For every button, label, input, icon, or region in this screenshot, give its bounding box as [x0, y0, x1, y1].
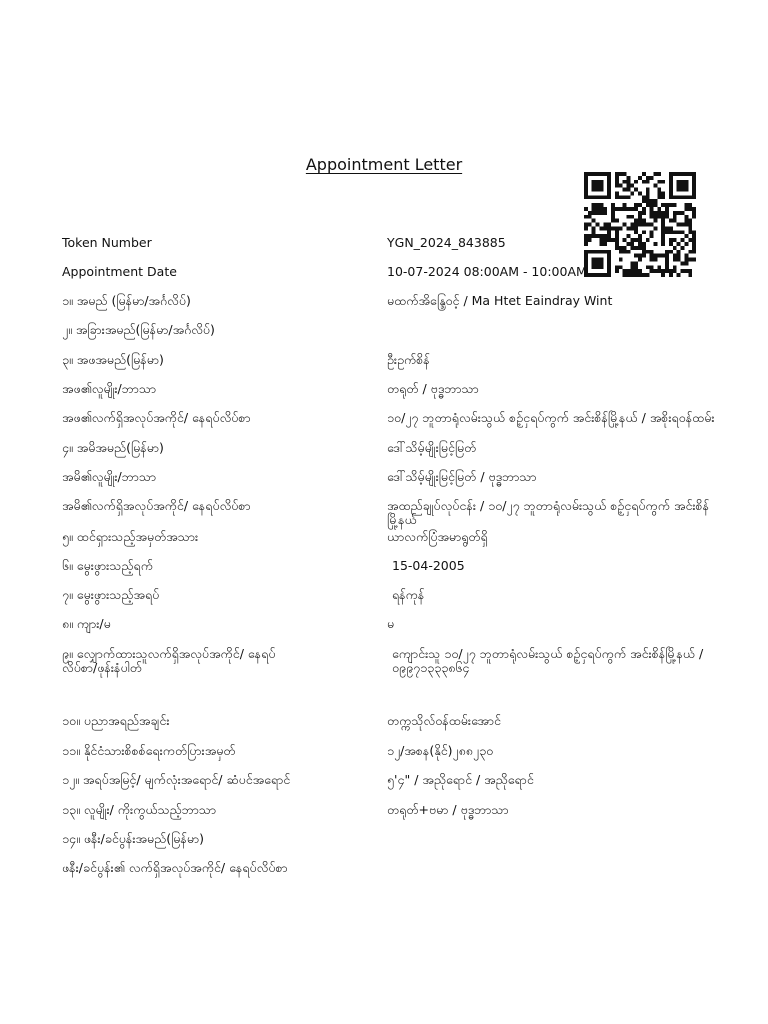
field-label: ၁၀။ ပညာအရည်အချင်း — [62, 713, 170, 728]
field-value: ရန်ကုန် — [392, 587, 425, 602]
field-value: တရုတ်+ဗမာ / ဗုဒ္ဓဘာသာ — [387, 802, 509, 817]
field-value: ယာလက်ပြံအမာရွတ်ရှိ — [387, 529, 488, 544]
field-value: ဒေါ်သိမ့်မျိုးမြင့်မြတ် / ဗုဒ္ဓဘာသာ — [387, 469, 537, 484]
field-value: မထက်အိန္ဒြေဝင့် / Ma Htet Eaindray Wint — [387, 293, 613, 308]
field-value: ၅'၄" / အညိုရောင် / အညိုရောင် — [387, 772, 534, 787]
qr-code-icon — [584, 172, 696, 277]
field-label: ၂။ အခြားအမည်(မြန်မာ/အင်္ဂလိပ်) — [62, 322, 215, 337]
field-label: ၁။ အမည် (မြန်မာ/အင်္ဂလိပ်) — [62, 293, 191, 308]
field-label: ၇။ မွေးဖွားသည့်အရပ် — [62, 587, 160, 602]
field-value: တက္ကသိုလ်ဝန်ထမ်းအောင် — [387, 713, 501, 728]
field-label: အဖ၏လူမျိုး/ဘာသာ — [62, 381, 157, 396]
field-value: 10-07-2024 08:00AM - 10:00AM — [387, 264, 587, 279]
field-label: Token Number — [62, 235, 152, 250]
field-value: အထည်ချုပ်လုပ်ငန်း / ၁၀/၂၇ ဘူတာရုံလမ်းသွယ် စဥ့်ငှရပ်ကွက် အင်းစိန်မြို့နယ် — [387, 498, 710, 527]
field-label: ၁၂။ အရပ်အမြင့်/ မျက်လုံးအရောင်/ ဆံပင်အရောင် — [62, 772, 291, 787]
field-label: ဖနီး/ခင်ပွန်း၏ လက်ရှိအလုပ်အကိုင်/ နေရပ်လိပ်စာ — [62, 860, 288, 875]
field-label: ၁၄။ ဖနီး/ခင်ပွန်းအမည်(မြန်မာ) — [62, 831, 204, 846]
field-label: ၃။ အဖအမည်(မြန်မာ) — [62, 352, 164, 367]
field-value: မ — [387, 616, 395, 631]
field-label: ၉။ လျှောက်ထားသူလက်ရှိအလုပ်အကိုင်/ နေရပ်လိပ်စာ/ဖုန်းနံပါတ် — [62, 646, 276, 675]
field-label: Appointment Date — [62, 264, 177, 279]
field-label: ၄။ အမိအမည်(မြန်မာ) — [62, 440, 164, 455]
field-label: ၈။ ကျား/မ — [62, 616, 111, 631]
field-label: ၁၃။ လူမျိုး/ ကိုးကွယ်သည့်ဘာသာ — [62, 802, 217, 817]
field-value: ကျောင်းသူ ၁၀/၂၇ ဘူတာရုံလမ်းသွယ် စဥ့်ငှရပ်ကွက် အင်းစိန်မြို့နယ် / ၀၉၉၇၁၃၃၃၈၆၄ — [392, 646, 704, 675]
field-label: ၅။ ထင်ရှားသည့်အမှတ်အသား — [62, 529, 199, 544]
field-label: အမိ၏လူမျိုး/ဘာသာ — [62, 469, 157, 484]
field-label: အမိ၏လက်ရှိအလုပ်အကိုင်/ နေရပ်လိပ်စာ — [62, 498, 251, 513]
field-value: တရုတ် / ဗုဒ္ဓဘာသာ — [387, 381, 479, 396]
field-label: ၁၁။ နိုင်ငံသားစိစစ်ရေးကတ်ပြားအမှတ် — [62, 743, 236, 758]
field-value: ဒေါ်သိမ့်မျိုးမြင့်မြတ် — [387, 440, 477, 455]
field-value: ၁၀/၂၇ ဘူတာရုံလမ်းသွယ် စဥ့်ငှရပ်ကွက် အင်းစိန်မြို့နယ် / အစိုးရဝန်ထမ်း — [387, 410, 715, 425]
page-title: Appointment Letter — [305, 155, 463, 174]
field-value: YGN_2024_843885 — [387, 235, 506, 250]
field-label: ၆။ မွေးဖွားသည့်ရက် — [62, 558, 153, 573]
field-value: ဦးဥက်စိန် — [387, 352, 430, 367]
field-value: ၁၂/အစန(နိုင်)၂၈၈၂၃၀ — [387, 743, 494, 758]
field-label: အဖ၏လက်ရှိအလုပ်အကိုင်/ နေရပ်လိပ်စာ — [62, 410, 251, 425]
field-value: 15-04-2005 — [392, 558, 465, 573]
